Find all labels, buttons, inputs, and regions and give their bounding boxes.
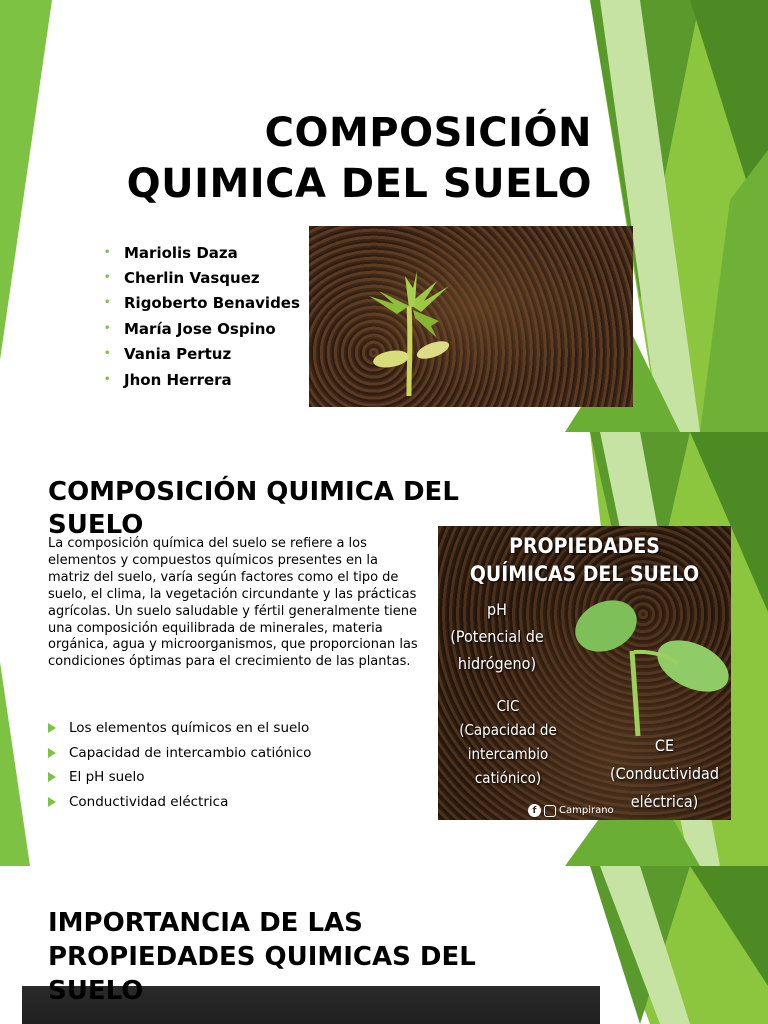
topic-label: Capacidad de intercambio catiónico	[69, 744, 312, 761]
list-item	[104, 291, 300, 316]
image-title-line-2: QUÍMICAS DEL SUELO	[469, 562, 700, 586]
author-name: Jhon Herrera	[124, 370, 232, 389]
slide-2	[0, 432, 768, 866]
slide-2-title: COMPOSICIÓN QUIMICA DEL SUELO	[48, 477, 459, 540]
ph-line: (Potencial de	[450, 627, 544, 646]
ce-line: eléctrica)	[630, 792, 699, 811]
list-item	[48, 716, 311, 741]
image-title-line-1: PROPIEDADES	[509, 534, 660, 558]
list-item	[48, 765, 311, 790]
brand-credit	[528, 804, 614, 817]
triangle-bullet-icon	[48, 748, 56, 758]
topic-label: Conductividad eléctrica	[69, 794, 229, 811]
triangle-bullet-icon	[48, 723, 56, 733]
facebook-icon: f	[528, 804, 541, 817]
bullet-icon: •	[104, 246, 111, 258]
ce-line: (Conductividad	[609, 764, 720, 783]
bullet-icon: •	[104, 297, 111, 309]
seedling-in-soil-photo	[309, 226, 633, 407]
list-item	[104, 367, 300, 392]
author-name: Vania Pertuz	[124, 345, 232, 364]
slide-1	[0, 0, 768, 432]
author-name: Cherlin Vasquez	[124, 269, 260, 288]
author-name: Mariolis Daza	[124, 243, 238, 262]
author-name: María Jose Ospino	[124, 319, 276, 338]
image-title	[438, 532, 731, 588]
brand-name: Campirano	[559, 805, 614, 816]
seedling-icon	[309, 226, 633, 407]
soil-properties-image	[438, 526, 731, 820]
title-line-1: COMPOSICIÓN	[264, 110, 592, 156]
bullet-icon: •	[104, 322, 111, 334]
ce-label	[598, 732, 731, 816]
author-name: Rigoberto Benavides	[124, 294, 300, 313]
slide-3-title: IMPORTANCIA DE LAS PROPIEDADES QUIMICAS DEL SUELO	[48, 908, 476, 1006]
triangle-bullet-icon	[48, 772, 56, 782]
bullet-icon: •	[104, 373, 111, 385]
ph-line: pH	[487, 600, 507, 619]
cic-line: intercambio	[467, 745, 549, 763]
triangle-bullet-icon	[48, 797, 56, 807]
cic-line: (Capacidad de	[459, 721, 557, 739]
instagram-icon	[544, 805, 556, 817]
ph-label	[438, 596, 556, 677]
cic-line: CIC	[496, 697, 520, 715]
cic-label	[448, 694, 568, 790]
topic-label: Los elementos químicos en el suelo	[69, 720, 310, 737]
ce-line: CE	[654, 736, 675, 755]
topics-list	[48, 716, 311, 814]
bullet-icon: •	[104, 348, 111, 360]
list-item	[104, 342, 300, 367]
list-item	[48, 741, 311, 766]
list-item	[48, 790, 311, 815]
list-item	[104, 316, 300, 341]
topic-label: El pH suelo	[69, 769, 145, 786]
slide-1-title	[32, 108, 592, 210]
title-line-2: QUIMICA DEL SUELO	[126, 161, 592, 207]
authors-list	[104, 240, 300, 392]
cic-line: catiónico)	[474, 769, 542, 787]
bullet-icon: •	[104, 272, 111, 284]
intro-paragraph: La composición química del suelo se refiere a los elementos y compuestos químicos presentes en la matriz del suelo, varía según factores como el tipo de suelo, el clima, la vegetación circundante y las prácticas agrícolas. Un suelo saludable y fértil generalmente tiene una composición equilibrada de minerales, materia orgánica, agua y microorganismos, que proporcionan las condiciones óptimas para el crecimiento de las plantas.	[48, 536, 418, 670]
ph-line: hidrógeno)	[457, 654, 537, 673]
list-item	[104, 265, 300, 290]
slide-3	[0, 866, 768, 1024]
list-item	[104, 240, 300, 265]
